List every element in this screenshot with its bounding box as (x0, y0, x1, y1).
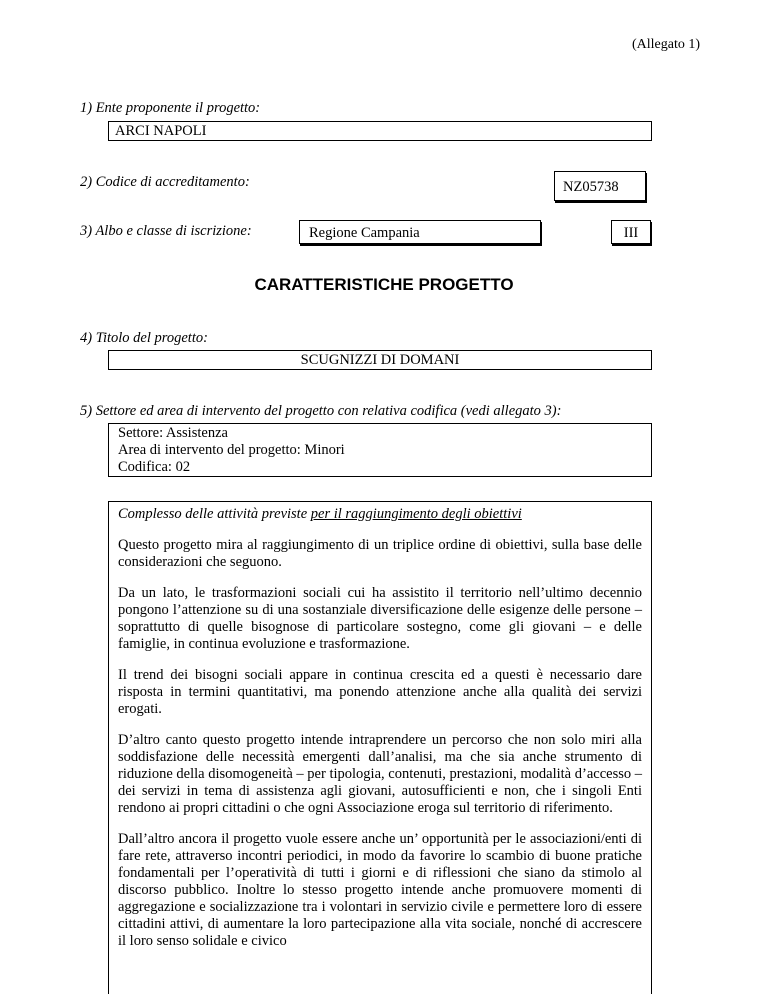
section-2-label: 2) Codice di accreditamento: (80, 174, 250, 190)
attivita-paragraph-2: Da un lato, le trasformazioni sociali cui ha assistito il territorio nell’ultimo decennio pongono l’attenzione su di una sostanziale diversificazione delle esigenze delle persone – soprattutto di quelle bisognose di particolare sostegno, come gli giovani – e delle famiglie, in continua evoluzione e trasformazione. (118, 585, 642, 652)
page-heading: CARATTERISTICHE PROGETTO (254, 275, 514, 294)
codifica-line: Codifica: 02 (118, 459, 191, 475)
ente-proponente-field: ARCI NAPOLI (108, 121, 652, 141)
albo-field: Regione Campania (299, 220, 541, 244)
attivita-heading-prefix: Complesso delle attività previste (118, 506, 311, 522)
attivita-box (108, 501, 652, 994)
attivita-paragraph-5: Dall’altro ancora il progetto vuole essere anche un’ opportunità per le associazioni/enti di fare rete, attraverso incontri periodici, in modo da favorire lo scambio di buone pratiche fondamentali per l’operatività di tutti i giorni e di riflessioni che siano da stimolo al discorso pubblico. Inoltre lo stesso progetto intende anche promuovere momenti di aggregazione e socializzazione tra i volontari in servizio civile e permettere loro di essere cittadini attivi, di aumentare la loro partecipazione alla vita sociale, nonché di accrescere il loro senso solidale e civico (118, 831, 642, 949)
settore-line: Settore: Assistenza (118, 425, 228, 441)
attivita-heading-underlined: per il raggiungimento degli obiettivi (310, 506, 522, 522)
allegato-label: (Allegato 1) (631, 37, 700, 52)
settore-box (108, 423, 652, 477)
area-line: Area di intervento del progetto: Minori (118, 442, 345, 458)
codice-accreditamento-field: NZ05738 (554, 171, 646, 201)
classe-field: III (611, 220, 651, 244)
section-1-label: 1) Ente proponente il progetto: (80, 100, 261, 116)
section-3-label: 3) Albo e classe di iscrizione: (80, 223, 252, 239)
attivita-paragraph-4: D’altro canto questo progetto intende intraprendere un percorso che non solo miri alla soddisfazione delle necessità emergenti dall’analisi, ma che sia anche strumento di riduzione della disomogeneità – per tipologia, contenuti, prestazioni, modalità d’accesso – dei servizi in tema di assistenza agli giovani, autosufficienti e non, che i singoli Enti rendono ai propri cittadini o che ogni Associazione eroga sul territorio di riferimento. (118, 732, 642, 816)
titolo-progetto-field: SCUGNIZZI DI DOMANI (108, 350, 652, 370)
section-5-label: 5) Settore ed area di intervento del progetto con relativa codifica (vedi allegato 3): (80, 403, 562, 419)
attivita-paragraph-1: Questo progetto mira al raggiungimento di un triplice ordine di obiettivi, sulla base delle considerazioni che seguono. (118, 537, 642, 570)
attivita-heading (118, 506, 642, 523)
attivita-paragraph-3: Il trend dei bisogni sociali appare in continua crescita ed a questi è necessario dare risposta in termini quantitativi, ma ponendo attenzione anche alla qualità dei servizi erogati. (118, 667, 642, 717)
section-4-label: 4) Titolo del progetto: (80, 330, 208, 346)
